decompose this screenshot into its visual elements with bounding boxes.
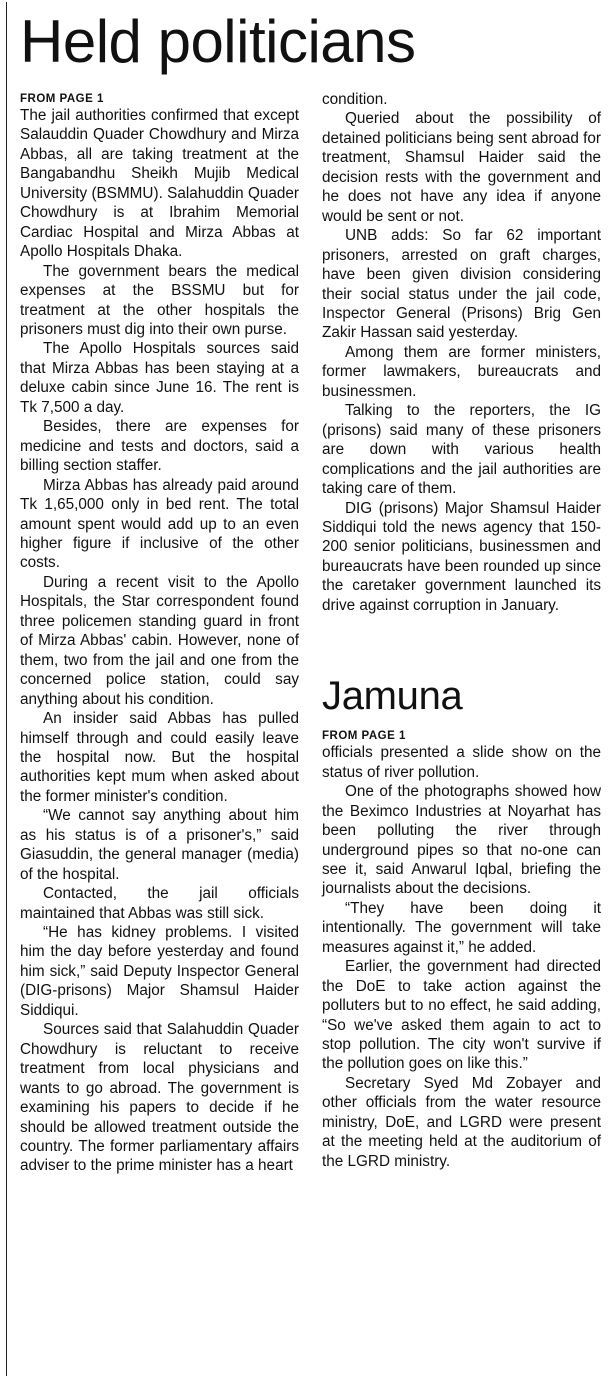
source-tag: FROM PAGE 1 [20,93,104,105]
paragraph: DIG (prisons) Major Shamsul Haider Siddiqui told the news agency that 150-200 senior politicians, businessmen and bureaucrats have been rounded up since the caretaker government launched its drive against corruption in January. [322,499,601,614]
paragraph: One of the photographs showed how the Beximco Industries at Noyarhat has been polluting the river through underground pipes so that no-one can see it, said Anwarul Iqbal, briefing the journalists about the decisions. [322,783,601,898]
paragraph: The Apollo Hospitals sources said that Mirza Abbas has been staying at a deluxe cabin since June 16. The rent is Tk 7,500 a day. [20,340,299,416]
paragraph: Earlier, the government had directed the DoE to take action against the polluters but to no effect, he said adding, “So we've asked them again to act to stop pollution. The city won't survive if the pollution goes on like this.” [322,958,601,1073]
paragraph: “He has kidney problems. I visited him the day before yesterday and found him sick,” said Deputy Inspector General (DIG-prisons) Major Shamsul Haider Siddiqui. [20,924,299,1019]
paragraph: Mirza Abbas has already paid around Tk 1,65,000 only in bed rent. The total amount spent would add up to an even higher figure if inclusive of the other costs. [20,476,299,572]
paragraph: Besides, there are expenses for medicine and tests and doctors, said a billing section staffer. [20,418,299,475]
paragraph: Contacted, the jail officials maintained that Abbas was still sick. [20,885,299,922]
headline-jamuna: Jamuna [322,674,463,719]
paragraph: “We cannot say anything about him as his status is of a prisoner's,” said Giasuddin, the general manager (media) of the hospital. [20,807,299,883]
source-tag: FROM PAGE 1 [322,730,406,743]
column-left [20,90,299,1176]
paragraph: “They have been doing it intentionally. The government will take measures against it,” he added. [322,899,601,956]
paragraph: Sources said that Salahuddin Quader Chowdhury is reluctant to receive treatment from local physicians and wants to go abroad. The government is examining his papers to decide if he should be allowed treatment outside the country. The former parliamentary affairs adviser to the prime minister has a heart [20,1021,299,1175]
paragraph-continuation: officials presented a slide show on the status of river pollution. [322,744,601,781]
paragraph-continuation: condition. [322,91,388,108]
headline-held-politicians: Held politicians [20,8,416,75]
paragraph: The government bears the medical expenses at the BSSMU but for treatment at the other hospitals the prisoners must dig into their own purse. [20,262,299,338]
paragraph: The jail authorities confirmed that except Salauddin Quader Chowdhury and Mirza Abbas, all are taking treatment at the Bangabandhu Sheikh Mujib Medical University (BSMMU). Salahuddin Quader Chowdhury is at Ibrahim Memorial Cardiac Hospital and Mirza Abbas at Apollo Hospitals Dhaka. [20,107,299,261]
paragraph: UNB adds: So far 62 important prisoners, arrested on graft charges, have been given division considering their social status under the jail code, Inspector General (Prisons) Brig Gen Zakir Hassan said yesterday. [322,227,601,342]
column-right [322,90,601,1171]
paragraph: Talking to the reporters, the IG (prisons) said many of these prisoners are down with various health complications and the jail authorities are taking care of them. [322,402,601,498]
column-rule [6,2,7,1376]
paragraph: Secretary Syed Md Zobayer and other officials from the water resource ministry, DoE, and LGRD were present at the meeting held at the auditorium of the LGRD ministry. [322,1074,601,1170]
paragraph: Queried about the possibility of detained politicians being sent abroad for treatment, Shamsul Haider said the decision rests with the government and he does not have any idea if anyone would be sent or not. [322,110,601,225]
paragraph: Among them are former ministers, former lawmakers, bureaucrats and businessmen. [322,343,601,400]
paragraph: An insider said Abbas has pulled himself through and could easily leave the hospital now. But the hospital authorities kept mum when asked about the former minister's condition. [20,710,299,805]
paragraph: During a recent visit to the Apollo Hospitals, the Star correspondent found three policemen standing guard in front of Mirza Abbas' cabin. However, none of them, two from the jail and one from the concerned police station, could say anything about his condition. [20,573,299,708]
